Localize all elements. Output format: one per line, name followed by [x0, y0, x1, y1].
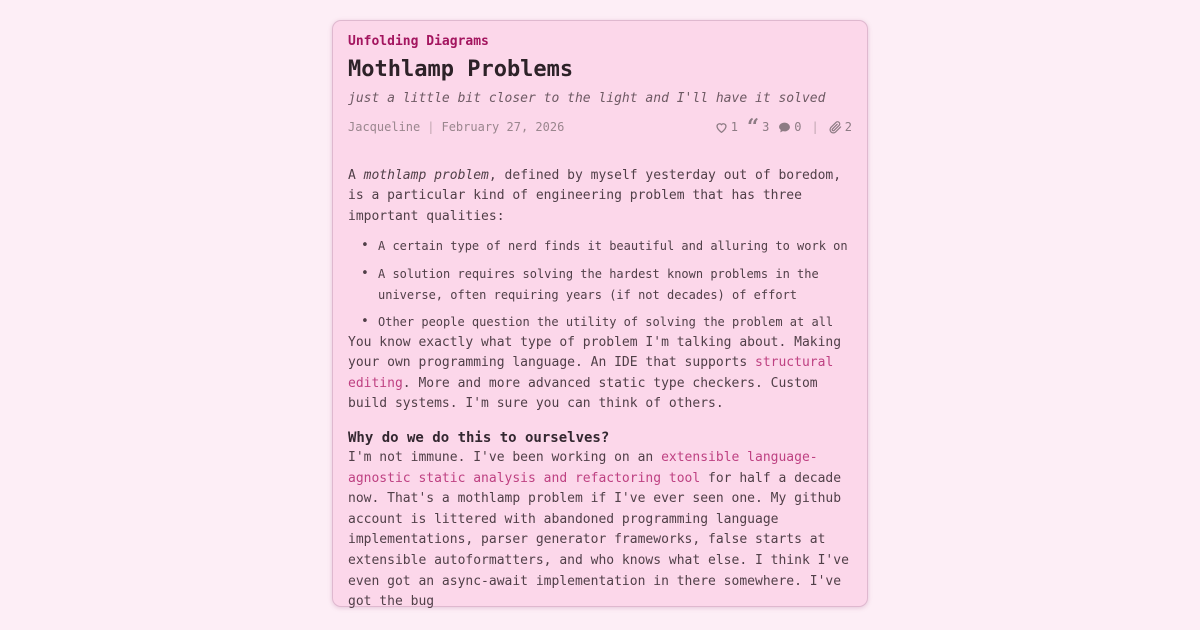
post-title: Mothlamp Problems	[348, 57, 574, 83]
blog-post-card	[332, 20, 868, 610]
list-item: • Other people question the utility of solving the problem at all	[378, 312, 853, 333]
comments-stat[interactable]	[778, 120, 801, 136]
comments-count: 0	[794, 119, 802, 134]
attachments-stat[interactable]	[829, 120, 852, 136]
paragraph-text: I'm not immune. I've been working on an	[348, 449, 662, 465]
paperclip-icon	[829, 121, 842, 134]
paragraph-text: for half a decade now. That's a mothlamp problem if I've ever seen one. My github account is littered with abandoned programming language implementations, parser generator frameworks, false starts at extensible autoformatters, and who knows what else. I think I've even got an async-await implementation in there somewhere. I've got the bug	[348, 470, 849, 610]
quotes-count: 3	[762, 119, 770, 134]
post-body	[348, 166, 853, 613]
post-subtitle: just a little bit closer to the light and I'll have it solved	[348, 90, 826, 106]
paragraph-text: A	[348, 167, 364, 183]
paragraph-text: You know exactly what type of problem I'm talking about. Making your own programming language. An IDE that supports	[348, 334, 842, 371]
paragraph-text: , defined by myself yesterday out of boredom, is a particular kind of engineering problem that has three important qualities:	[348, 167, 842, 224]
likes-count: 1	[730, 119, 738, 134]
analysis-tool-link[interactable]: extensible language-agnostic static analysis and refactoring tool	[348, 449, 818, 486]
byline	[348, 120, 564, 136]
quotes-stat[interactable]	[746, 113, 770, 139]
section-heading: Why do we do this to ourselves?	[348, 430, 610, 447]
paragraph-examples	[348, 333, 853, 415]
structural-editing-link[interactable]: structural editing	[348, 355, 834, 391]
mothlamp-problem-emphasis: mothlamp problem	[363, 167, 489, 183]
qualities-list	[348, 236, 853, 332]
meta-row	[348, 113, 852, 139]
attachments-count: 2	[844, 119, 852, 134]
quote-icon: “	[746, 113, 760, 139]
meta-separator: |	[427, 119, 435, 134]
post-stats	[715, 113, 852, 139]
likes-stat[interactable]	[715, 120, 738, 136]
site-label[interactable]: Unfolding Diagrams	[348, 34, 489, 49]
author-name: Jacqueline	[348, 119, 421, 134]
paragraph-definition	[348, 166, 853, 228]
stats-separator: |	[811, 119, 819, 134]
post-date: February 27, 2026	[441, 119, 565, 134]
comment-icon	[778, 121, 791, 134]
list-item: • A certain type of nerd finds it beautiful and alluring to work on	[378, 236, 853, 257]
list-item: • A solution requires solving the hardest known problems in the universe, often requiring years (if not decades) of effort	[378, 264, 853, 305]
heart-icon	[715, 121, 728, 134]
paragraph-confession	[348, 448, 853, 613]
paragraph-text: . More and more advanced static type checkers. Custom build systems. I'm sure you can think of others.	[348, 375, 818, 412]
